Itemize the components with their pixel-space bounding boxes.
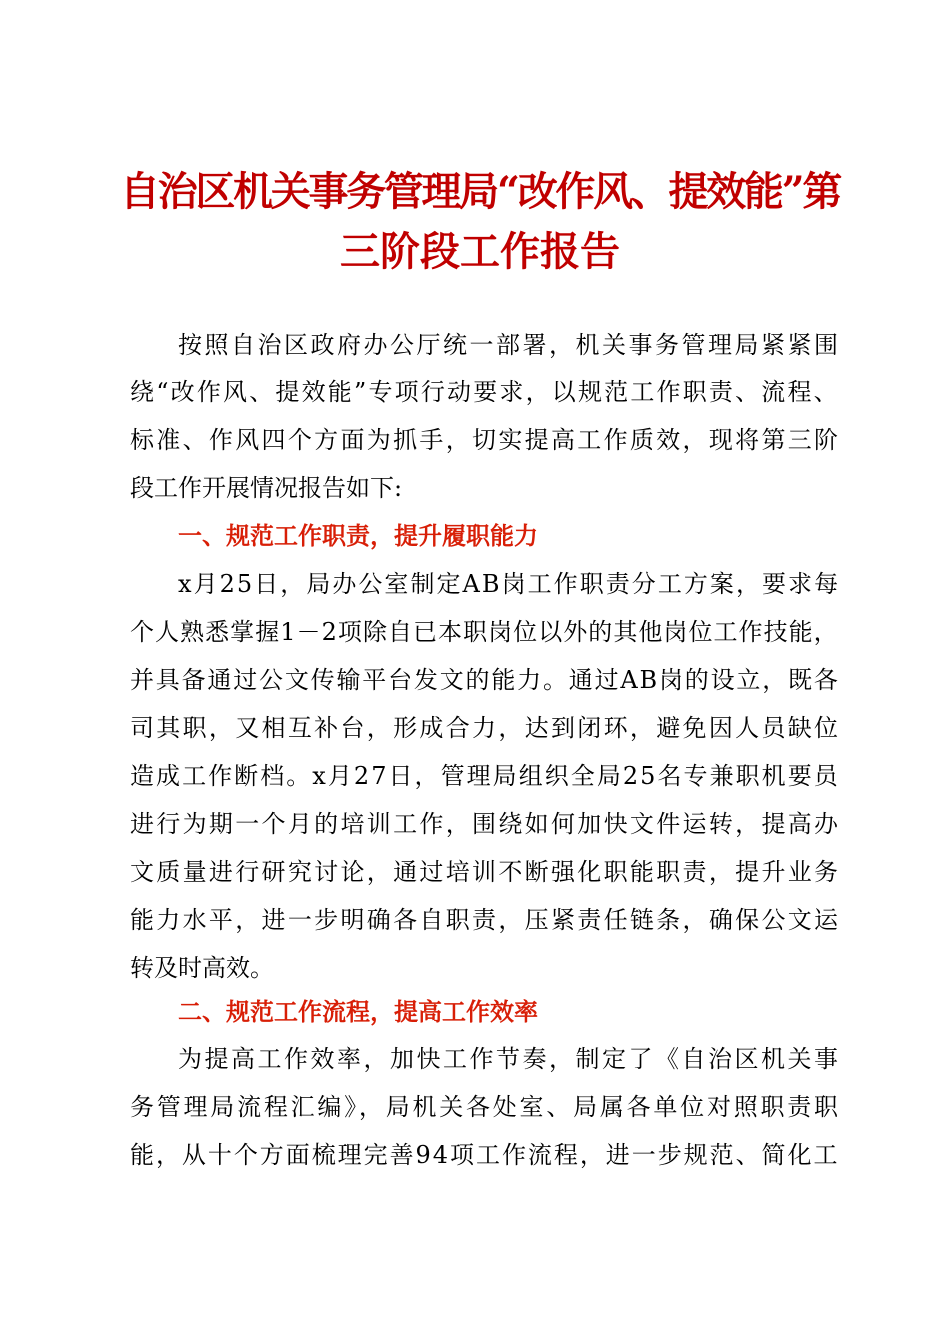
section-1-line-9: 转及时高效。 — [130, 954, 274, 982]
title-line-2: 三阶段工作报告 — [340, 228, 620, 275]
section-2-line-3: 能，从十个方面梳理完善94项工作流程，进一步规范、简化工 — [130, 1141, 840, 1169]
intro-line-4: 段工作开展情况报告如下: — [130, 474, 403, 502]
intro-line-1: 按照自治区政府办公厅统一部署，机关事务管理局紧紧围 — [178, 331, 841, 359]
section-2-line-1: 为提高工作效率，加快工作节奏，制定了《自治区机关事 — [178, 1045, 841, 1073]
section-2-line-2: 务管理局流程汇编》，局机关各处室、局属各单位对照职责职 — [130, 1093, 841, 1121]
section-1-heading: 一、规范工作职责，提升履职能力 — [178, 522, 538, 550]
intro-line-2: 绕“改作风、提效能”专项行动要求，以规范工作职责、流程、 — [130, 378, 840, 406]
section-2-heading: 二、规范工作流程，提高工作效率 — [178, 998, 538, 1026]
section-1-line-7: 文质量进行研究讨论，通过培训不断强化职能职责，提升业务 — [130, 858, 841, 886]
section-1-line-8: 能力水平，进一步明确各自职责，压紧责任链条，确保公文运 — [130, 906, 841, 934]
section-1-line-2: 个人熟悉掌握1－2项除自已本职岗位以外的其他岗位工作技能， — [130, 618, 839, 646]
section-1-line-3: 并具备通过公文传输平台发文的能力。通过AB岗的设立，既各 — [130, 666, 840, 694]
intro-line-3: 标准、作风四个方面为抓手，切实提高工作质效，现将第三阶 — [130, 426, 841, 454]
title-line-1: 自治区机关事务管理局“改作风、提效能”第 — [120, 168, 841, 215]
section-1-line-6: 进行为期一个月的培训工作，围绕如何加快文件运转，提高办 — [130, 810, 841, 838]
section-1-line-5: 造成工作断档。x月27日，管理局组织全局25名专兼职机要员 — [130, 762, 840, 790]
section-1-line-1: x月25日，局办公室制定AB岗工作职责分工方案，要求每 — [178, 570, 841, 598]
section-1-line-4: 司其职，又相互补台，形成合力，达到闭环，避免因人员缺位 — [130, 714, 841, 742]
